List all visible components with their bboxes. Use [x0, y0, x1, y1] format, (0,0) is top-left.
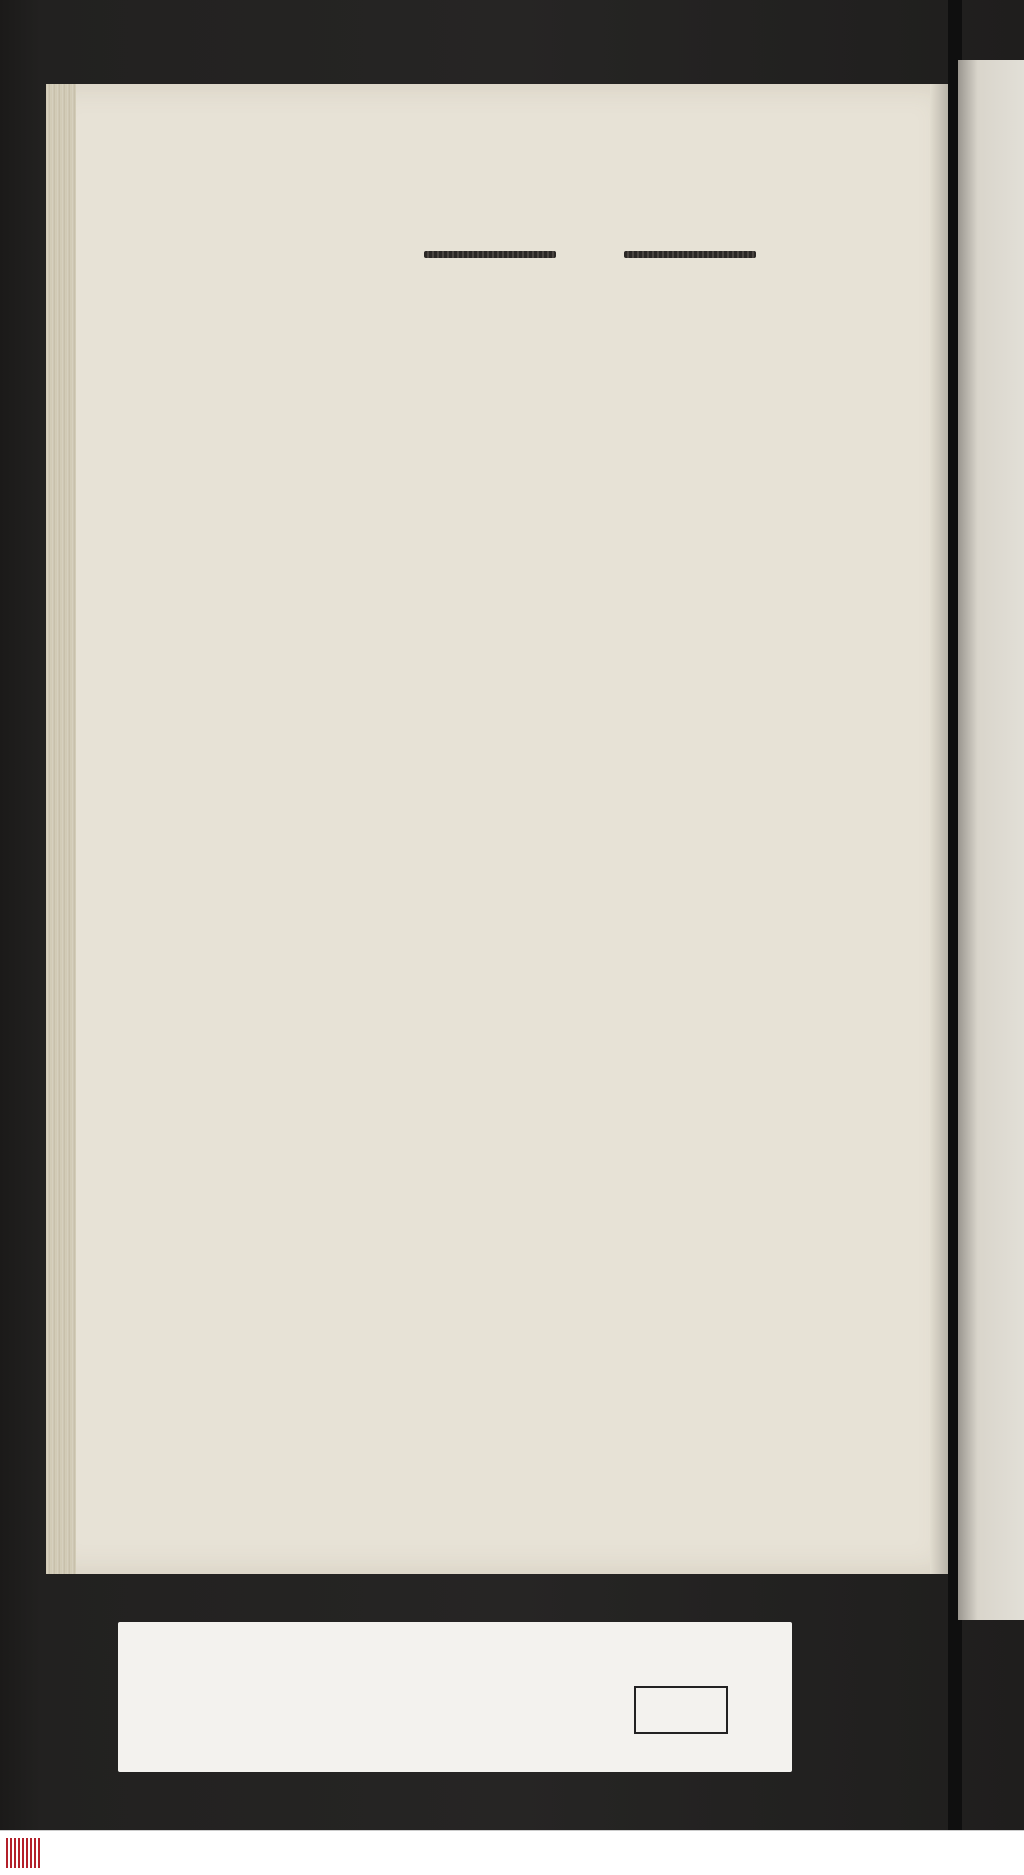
footer-bar [0, 1830, 1024, 1875]
scale-ruler [198, 1692, 498, 1732]
header-rule-right [624, 251, 756, 258]
page-stack-edge [46, 84, 76, 1574]
book-page [46, 84, 948, 1574]
page-header [350, 236, 830, 272]
ruler-numbers [194, 1734, 514, 1762]
facing-page-edge [958, 60, 1024, 1620]
header-rule-left [424, 251, 556, 258]
gray-swatches [634, 1686, 728, 1734]
page-fold [930, 84, 948, 1574]
color-target [118, 1622, 792, 1772]
hab-logo-icon [6, 1838, 46, 1868]
